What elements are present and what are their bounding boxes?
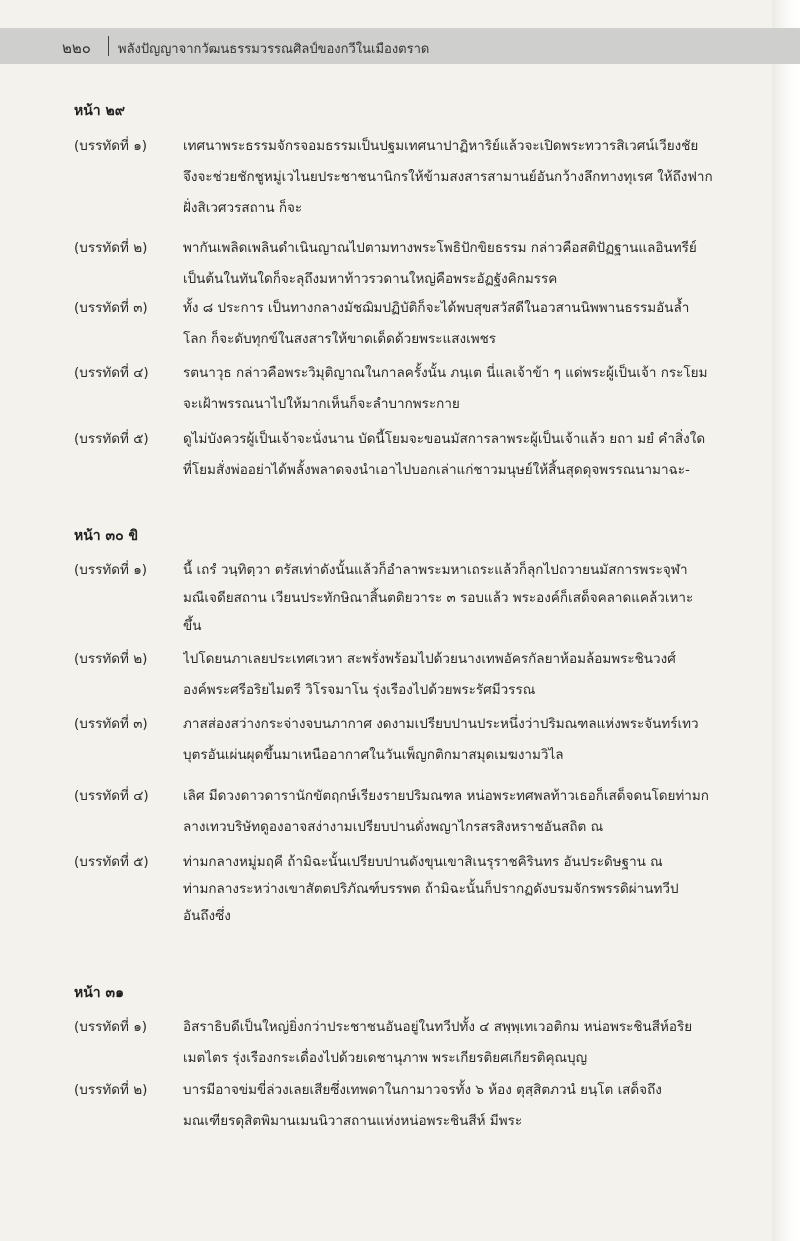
text-line: เมตไตร รุ่งเรืองกระเดื่องไปด้วยเดชานุภาพ พระเกียรติยศเกียรติคุณบุญ xyxy=(183,1050,588,1066)
section-title: หน้า ๒๙ xyxy=(74,103,126,119)
line-reference-label: (บรรทัดที่ ๑) xyxy=(74,1019,148,1035)
running-title: พลังปัญญาจากวัฒนธรรมวรรณศิลป์ของกวีในเมืองตราด xyxy=(118,42,430,57)
text-line: นี้ เถรํ วนฺทิตฺวา ตรัสเท่าดังนั้นแล้วก็อำลาพระมหาเถระแล้วก็ลุกไปถวายนมัสการพระจุฬา xyxy=(183,562,688,578)
line-reference-label: (บรรทัดที่ ๒) xyxy=(74,1082,148,1098)
text-line: ท่ามกลางหมู่มฤคี ถ้ามิฉะนั้นเปรียบปานดังขุนเขาสิเนรุราชคิรินทร อันประดิษฐาน ณ xyxy=(183,854,663,870)
text-line: เทศนาพระธรรมจักรจอมธรรมเป็นปฐมเทศนาปาฏิหาริย์แล้วจะเปิดพระทวารสิเวศน์เวียงชัย xyxy=(183,138,699,154)
line-reference-label: (บรรทัดที่ ๓) xyxy=(74,300,148,316)
line-reference-label: (บรรทัดที่ ๔) xyxy=(74,788,149,804)
line-reference-label: (บรรทัดที่ ๓) xyxy=(74,716,148,732)
text-line: โลก ก็จะดับทุกข์ในสงสารให้ขาดเด็ดด้วยพระแสงเพชร xyxy=(183,331,497,347)
text-line: จึงจะช่วยชักชูหมู่เวไนยประชาชนานิกรให้ข้ามสงสารสามานย์อันกว้างลึกทางทุเรศ ให้ถึงฟาก xyxy=(183,169,713,185)
text-line: ฝั่งสิเวศวรสถาน ก็จะ xyxy=(183,200,303,216)
text-line: อันถึงซึ่ง xyxy=(183,908,231,924)
text-line: เป็นต้นในทันใดก็จะลุถึงมหาท้าวรวดานใหญ่คือพระอัฏฐังคิกมรรค xyxy=(183,271,558,287)
text-line: เลิศ มีดวงดาวดารานักขัตฤกษ์เรียงรายปริมณฑล หน่อพระทศพลท้าวเธอก็เสด็จดนโดยท่ามก xyxy=(183,788,709,804)
line-reference-label: (บรรทัดที่ ๒) xyxy=(74,651,148,667)
text-line: ที่โยมสั่งพ่ออย่าได้พลั้งพลาดจงนำเอาไปบอกเล่าแก่ชาวมนุษย์ให้สิ้นสุดดุจพรรณนามาฉะ- xyxy=(183,462,690,478)
line-reference-label: (บรรทัดที่ ๕) xyxy=(74,431,149,447)
text-line: มณเฑียรดุสิตพิมานเมนนิวาสถานแห่งหน่อพระชินสีห์ มีพระ xyxy=(183,1113,523,1129)
text-line: ท่ามกลางระหว่างเขาสัตตปริภัณฑ์บรรพต ถ้ามิฉะนั้นก็ปรากฏดังบรมจักรพรรดิผ่านทวีป xyxy=(183,881,679,897)
text-line: ทั้ง ๘ ประการ เป็นทางกลางมัชฌิมปฏิบัติก็จะได้พบสุขสวัสดีในอวสานนิพพานธรรมอันล้ำ xyxy=(183,300,690,316)
text-line: มณีเจดียสถาน เวียนประทักษิณาสิ้นตติยวาระ ๓ รอบแล้ว พระองค์ก็เสด็จคลาดแคล้วเหาะ xyxy=(183,590,694,606)
text-line: ขึ้น xyxy=(183,618,202,634)
text-line: บารมีอาจข่มขี่ล่วงเลยเสียซึ่งเทพดาในกามาวจรทั้ง ๖ ห้อง ตุสฺสิตภวนํ ยนฺโต เสด็จถึง xyxy=(183,1082,662,1098)
text-line: อิสราธิบดีเป็นใหญ่ยิ่งกว่าประชาชนอันอยู่ในทวีปทั้ง ๔ สพฺพฺเทเวอติกม หน่อพระชินสีห์อริย xyxy=(183,1019,693,1035)
text-line: บุตรอันเผ่นผุดขึ้นมาเหนืออากาศในวันเพ็ญกติกมาสมุดเมฆงามวิไล xyxy=(183,747,564,763)
text-line: รตนาวุธ กล่าวคือพระวิมุติญาณในกาลครั้งนั้น ภนฺเต นี่แลเจ้าข้า ๆ แด่พระผู้เป็นเจ้า กระโยม xyxy=(183,365,708,381)
page-number: ๒๒๐ xyxy=(62,39,91,57)
text-line: ลางเทวบริษัทดูองอาจสง่างามเปรียบปานดั่งพญาไกรสรสิงหราชอันสถิต ณ xyxy=(183,819,604,835)
section-title: หน้า ๓๐ ขิ xyxy=(74,528,139,544)
page-edge xyxy=(772,0,800,1241)
header-divider xyxy=(108,36,109,56)
text-line: ดูไม่บังควรผู้เป็นเจ้าจะนั่งนาน บัดนี้โยมจะขอนมัสการลาพระผู้เป็นเจ้าแล้ว ยถา มยํ คำสิ่งใด xyxy=(183,431,706,447)
line-reference-label: (บรรทัดที่ ๒) xyxy=(74,240,148,256)
text-line: พากันเพลิดเพลินดำเนินญาณไปตามทางพระโพธิปักขิยธรรม กล่าวคือสติปัฏฐานแลอินทรีย์ xyxy=(183,240,697,256)
text-line: จะเฝ้าพรรณนาไปให้มากเห็นก็จะลำบากพระกาย xyxy=(183,396,460,412)
line-reference-label: (บรรทัดที่ ๑) xyxy=(74,562,148,578)
line-reference-label: (บรรทัดที่ ๔) xyxy=(74,365,149,381)
line-reference-label: (บรรทัดที่ ๕) xyxy=(74,854,149,870)
line-reference-label: (บรรทัดที่ ๑) xyxy=(74,138,148,154)
section-title: หน้า ๓๑ xyxy=(74,985,124,1001)
text-line: ภาสส่องสว่างกระจ่างจบนภากาศ งดงามเปรียบปานประหนึ่งว่าปริมณฑลแห่งพระจันทร์เทว xyxy=(183,716,699,732)
text-line: องค์พระศรีอริยไมตรี วิโรจมาโน รุ่งเรืองไปด้วยพระรัศมีวรรณ xyxy=(183,682,536,698)
text-line: ไปโดยนภาเลยประเทศเวหา สะพรั่งพร้อมไปด้วยนางเทพอัครกัลยาห้อมล้อมพระชินวงศ์ xyxy=(183,651,676,667)
